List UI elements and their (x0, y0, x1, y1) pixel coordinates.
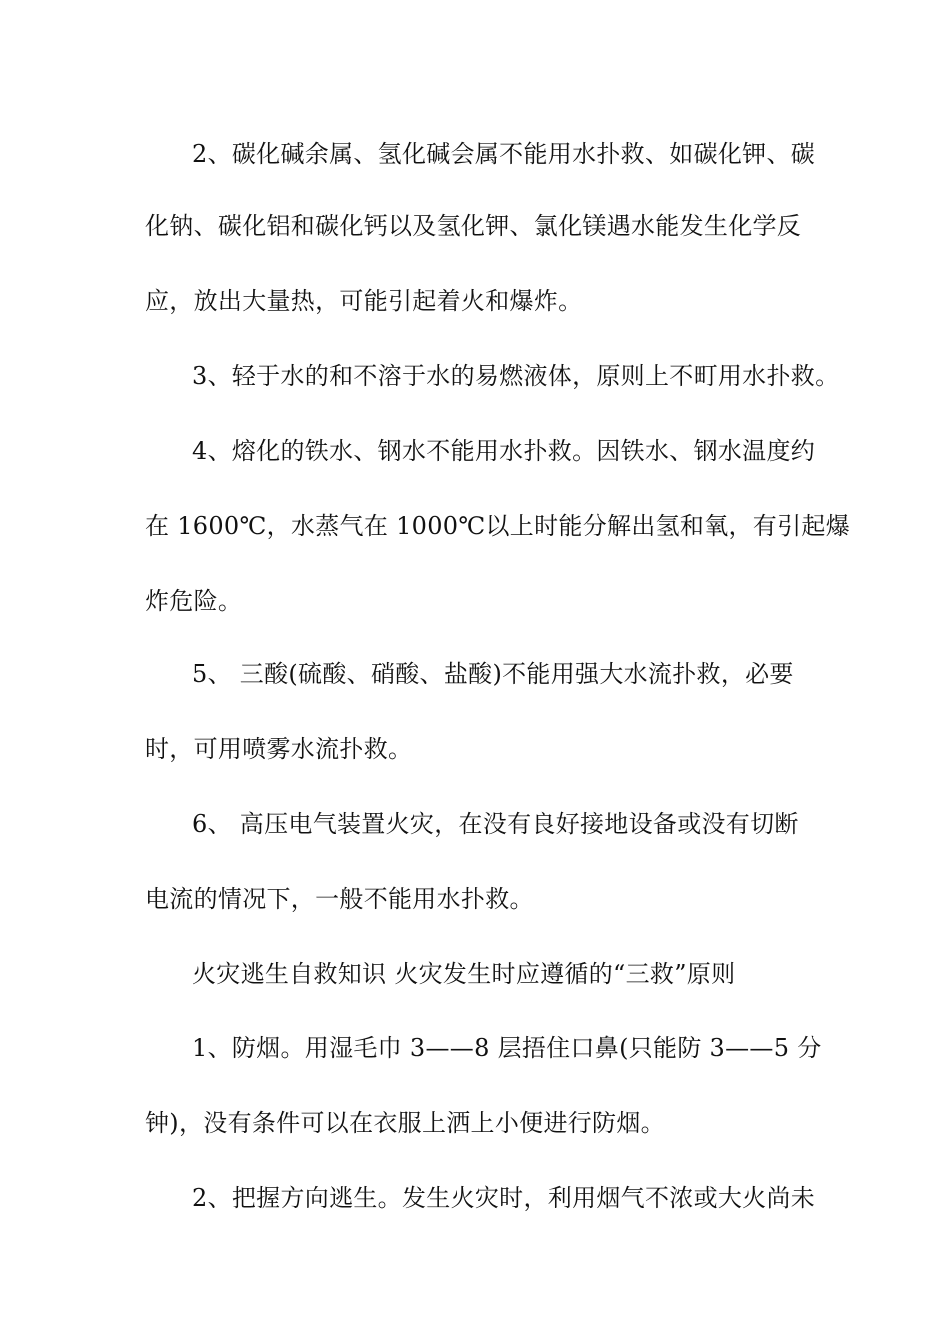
paragraph-6-line-2: 电流的情况下，一般不能用水扑救。 (145, 885, 534, 913)
escape-item-2-line-1: 2、把握方向逃生。发生火灾时，利用烟气不浓或大火尚未 (192, 1184, 816, 1212)
paragraph-2-line-3: 应，放出大量热，可能引起着火和爆炸。 (145, 287, 583, 315)
paragraph-6-line-1: 6、 高压电气装置火灾，在没有良好接地设备或没有切断 (192, 810, 799, 838)
paragraph-3-line-1: 3、轻于水的和不溶于水的易燃液体，原则上不町用水扑救。 (192, 362, 840, 390)
escape-item-1-line-2: 钟)，没有条件可以在衣服上洒上小便进行防烟。 (145, 1109, 665, 1137)
escape-item-1-line-1: 1、防烟。用湿毛巾 3——8 层捂住口鼻(只能防 3——5 分 (192, 1034, 822, 1062)
paragraph-2-line-1: 2、碳化碱余属、氢化碱会属不能用水扑救、如碳化钾、碳 (192, 140, 816, 168)
paragraph-4-line-2: 在 1600℃，水蒸气在 1000℃以上时能分解出氢和氧，有引起爆 (145, 512, 851, 540)
paragraph-5-line-1: 5、 三酸(硫酸、硝酸、盐酸)不能用强大水流扑救，必要 (192, 660, 794, 688)
paragraph-2-line-2: 化钠、碳化铝和碳化钙以及氢化钾、氯化镁遇水能发生化学反 (145, 212, 802, 240)
paragraph-5-line-2: 时，可用喷雾水流扑救。 (145, 735, 413, 763)
section-heading: 火灾逃生自救知识 火灾发生时应遵循的“三救”原则 (192, 960, 736, 988)
paragraph-4-line-3: 炸危险。 (145, 587, 243, 615)
paragraph-4-line-1: 4、熔化的铁水、钢水不能用水扑救。因铁水、钢水温度约 (192, 437, 816, 465)
